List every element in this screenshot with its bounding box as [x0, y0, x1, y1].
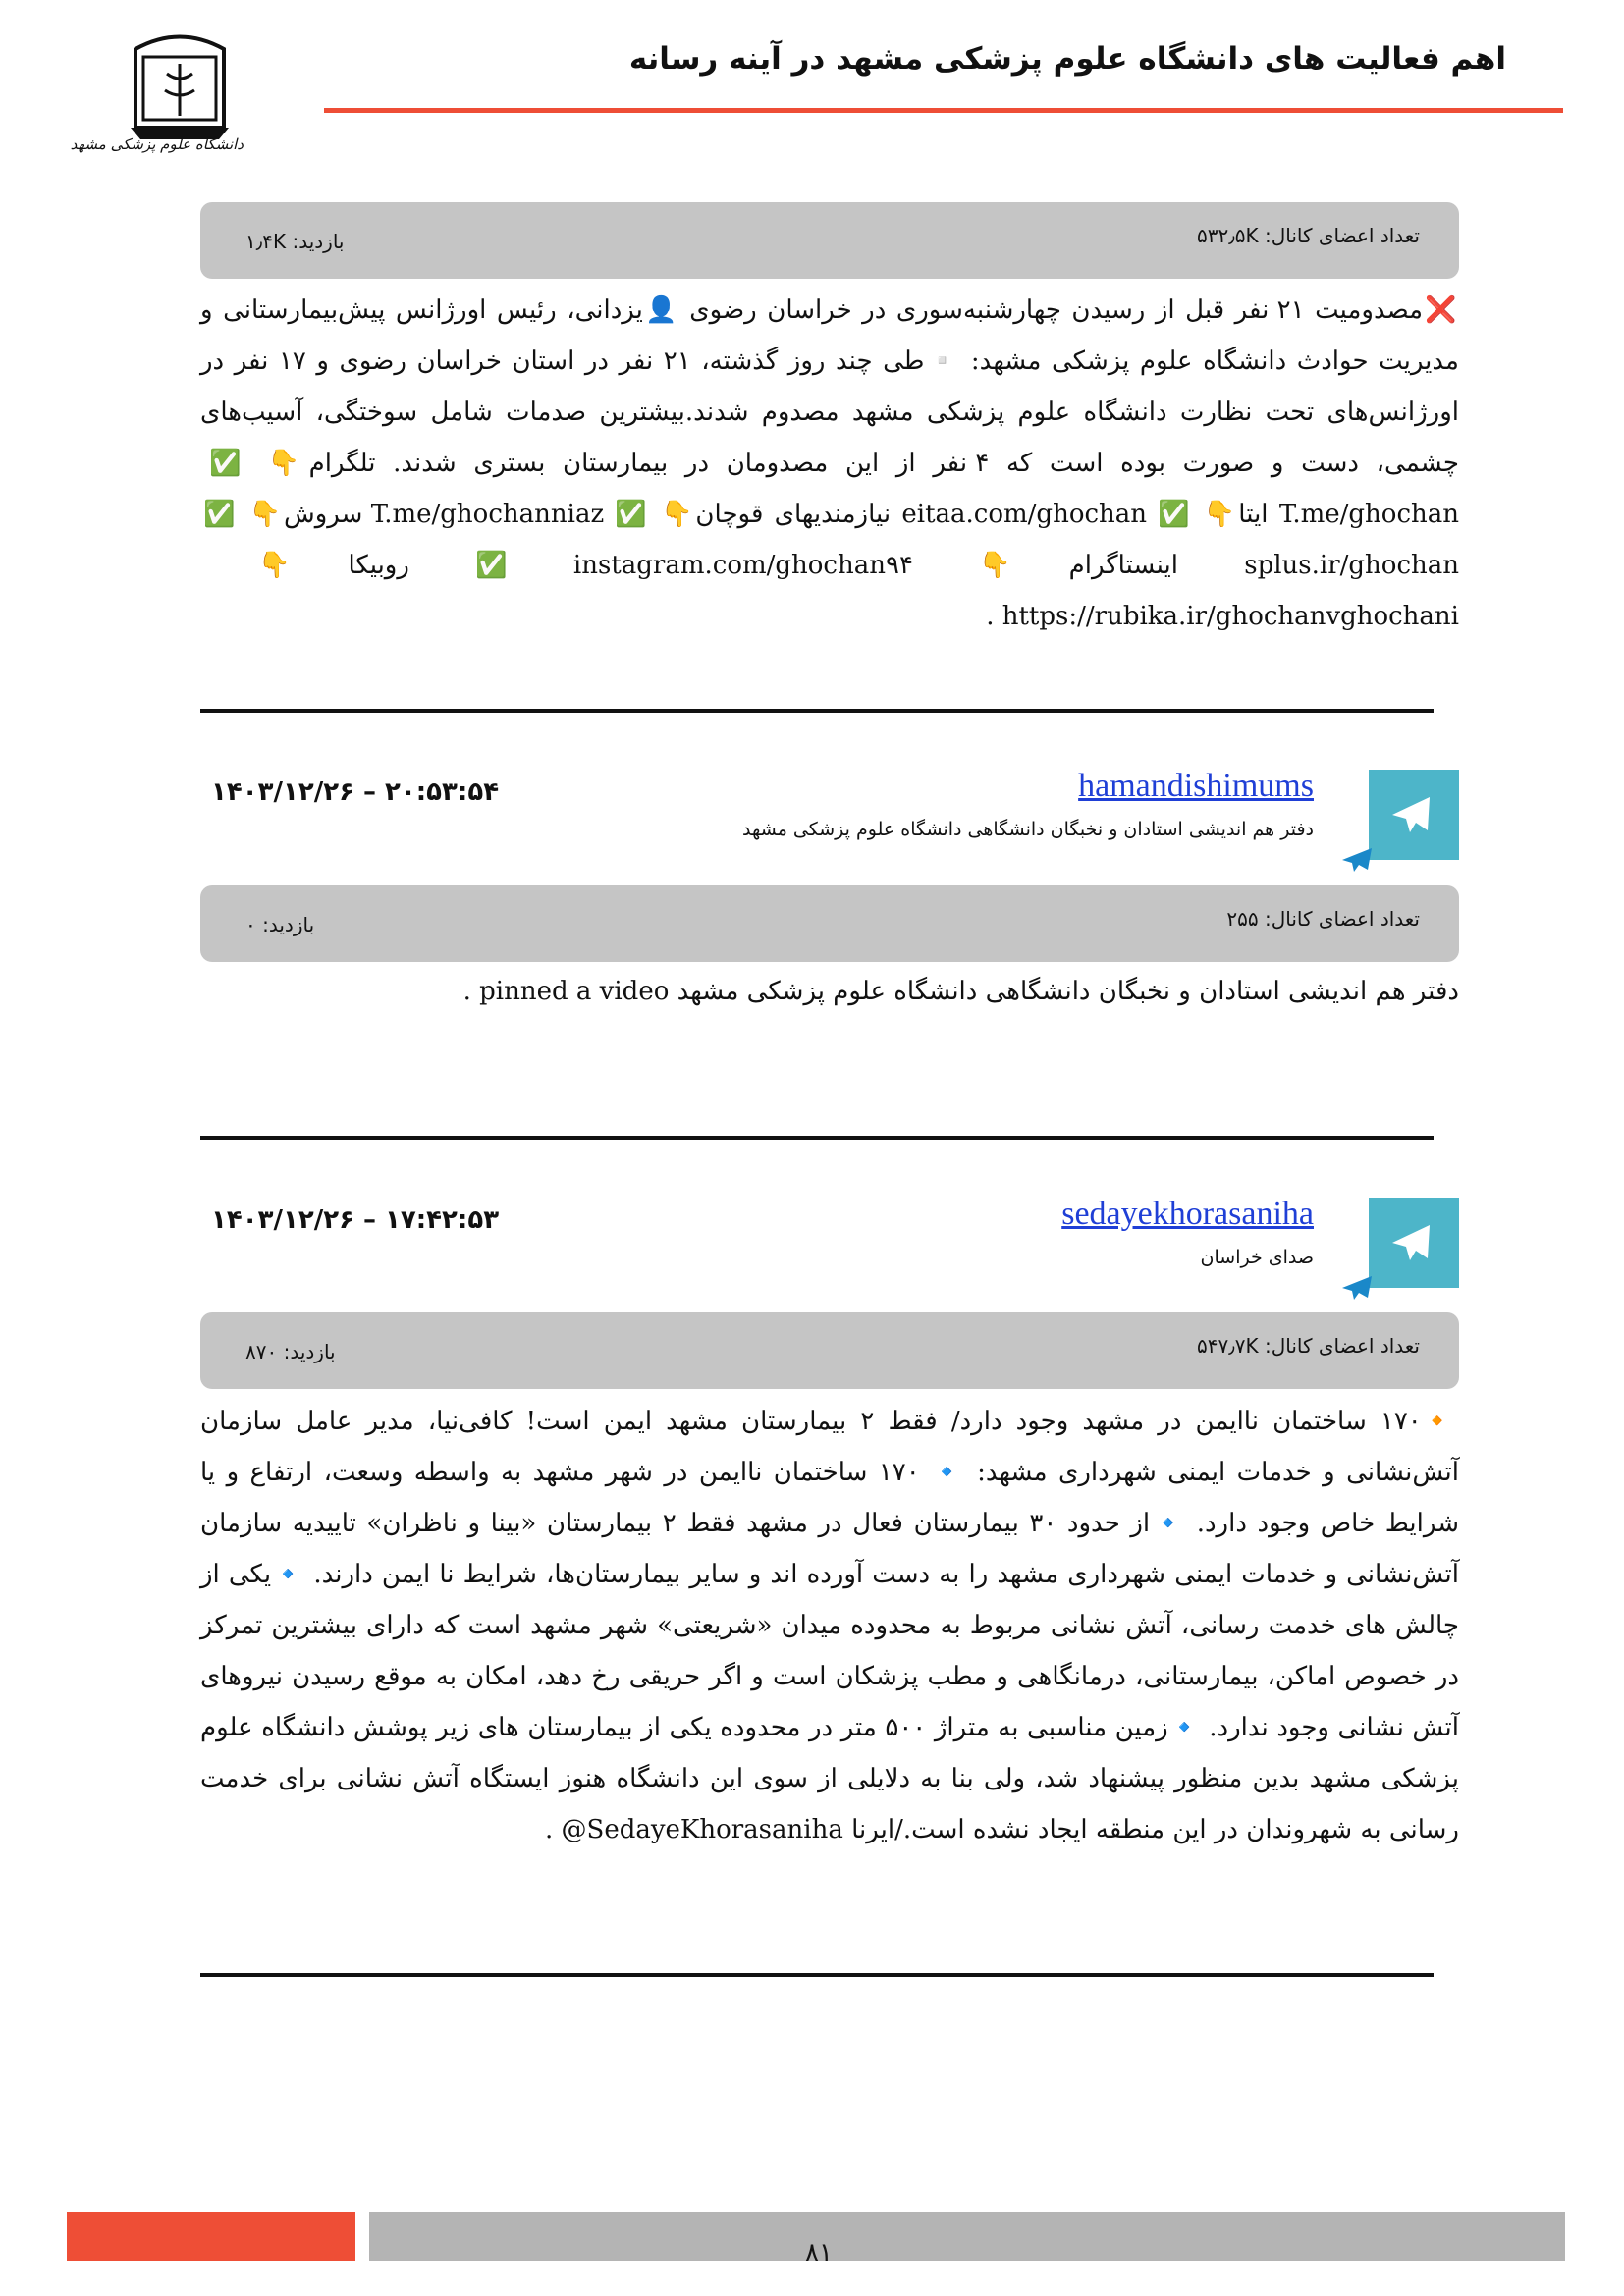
telegram-small-icon: [1340, 846, 1374, 874]
channel-members: تعداد اعضای کانال: ۵۴۷٫۷K: [1197, 1334, 1420, 1358]
post-stats-bar: [200, 202, 1459, 279]
channel-description: دفتر هم اندیشی استادان و نخبگان دانشگاهی دانشگاه علوم پزشکی مشهد: [742, 819, 1314, 840]
post-stats-bar: [200, 885, 1459, 962]
post-views: بازدید: ۰: [245, 913, 315, 936]
channel-members: تعداد اعضای کانال: ۵۳۲٫۵K: [1197, 224, 1420, 247]
post-datetime: ۱۴۰۳/۱۲/۲۶ – ۲۰:۵۳:۵۴: [211, 777, 500, 807]
post-body: دفتر هم اندیشی استادان و نخبگان دانشگاهی دانشگاه علوم پزشکی مشهد pinned a video .: [462, 977, 1459, 1006]
header-rule: [324, 108, 1563, 113]
post-divider: [200, 1136, 1434, 1140]
channel-link[interactable]: sedayekhorasaniha: [1061, 1196, 1314, 1232]
post-divider: [200, 709, 1434, 713]
channel-description: صدای خراسان: [1200, 1247, 1314, 1268]
page-number: ۸۱: [805, 2238, 833, 2268]
telegram-icon: [1369, 770, 1459, 860]
post-views: بازدید: ۱٫۴K: [245, 230, 345, 253]
post-stats-bar: [200, 1312, 1459, 1389]
post-body: ❌مصدومیت ۲۱ نفر قبل از رسیدن چهارشنبه‌سوری در خراسان رضوی 👤یزدانی، رئیس اورژانس پیش‌بیمارستانی و مدیریت حوادث دانشگاه علوم پزشکی مشهد: ▫️طی چند روز گذشته، ۲۱ نفر در استان خراسان رضوی و ۱۷ نفر در اورژانس‌های تحت نظارت دانشگاه علوم پزشکی مشهد مصدوم شدند.بیشترین صدمات شامل سوختگی، آسیب‌های چشمی، دست و صورت بوده است که ۴ نفر از این مصدومان در بیمارستان بستری شدند. تلگرام👇 ✅ T.me/ghochan ایتا👇 ✅ eitaa.com/ghochan نیازمندیهای قوچان👇 ✅ T.me/ghochanniaz سروش👇 ✅ splus.ir/ghochan اینستاگرام👇 instagram.com/ghochan۹۴ ✅ روبیکا👇 https://rubika.ir/ghochanvghochani .: [200, 295, 1460, 631]
post-views: بازدید: ۸۷۰: [245, 1340, 336, 1363]
channel-link[interactable]: hamandishimums: [1078, 768, 1314, 804]
footer-gray-bar: [369, 2212, 1565, 2261]
channel-members: تعداد اعضای کانال: ۲۵۵: [1226, 907, 1420, 931]
post-divider: [200, 1973, 1434, 1977]
post-datetime: ۱۴۰۳/۱۲/۲۶ – ۱۷:۴۲:۵۳: [211, 1205, 500, 1235]
footer-accent-bar: [67, 2212, 355, 2261]
page-title: اهم فعالیت های دانشگاه علوم پزشکی مشهد در آینه رسانه: [628, 41, 1506, 77]
telegram-icon: [1369, 1198, 1459, 1288]
logo-caption: دانشگاه علوم پزشکی مشهد: [70, 135, 244, 153]
telegram-small-icon: [1340, 1274, 1374, 1302]
post-body: 🔸۱۷۰ ساختمان ناایمن در مشهد وجود دارد/ فقط ۲ بیمارستان مشهد ایمن است! کافی‌نیا، مدیر عامل سازمان آتش‌نشانی و خدمات ایمنی شهرداری مشهد: 🔹 ۱۷۰ ساختمان ناایمن در شهر مشهد به واسطه وسعت، ارتفاع و یا شرایط خاص وجود دارد. 🔹از حدود ۳۰ بیمارستان فعال در مشهد فقط ۲ بیمارستان «بینا و ناظران» تاییدیه سازمان آتش‌نشانی و خدمات ایمنی شهرداری مشهد را به دست آورده اند و سایر بیمارستان‌ها، شرایط نا ایمن دارند. 🔹یکی از چالش های خدمت رسانی، آتش نشانی مربوط به محدوده میدان «شریعتی» شهر مشهد است که دارای بیشترین تمرکز در خصوص اماکن، بیمارستانی، درمانگاهی و مطب پزشکان است و اگر حریقی رخ دهد، امکان به موقع رسیدن نیروهای آتش نشانی وجود ندارد. 🔹زمین مناسبی به متراژ ۵۰۰ متر در محدوده یکی از بیمارستان های زیر پوشش دانشگاه علوم پزشکی مشهد بدین منظور پیشنهاد شد، ولی بنا به دلایلی از سوی این دانشگاه هنوز ایستگاه آتش نشانی برای خدمت رسانی به شهروندان در این منطقه ایجاد نشده است./ایرنا SedayeKhorasaniha@ .: [200, 1407, 1460, 1844]
